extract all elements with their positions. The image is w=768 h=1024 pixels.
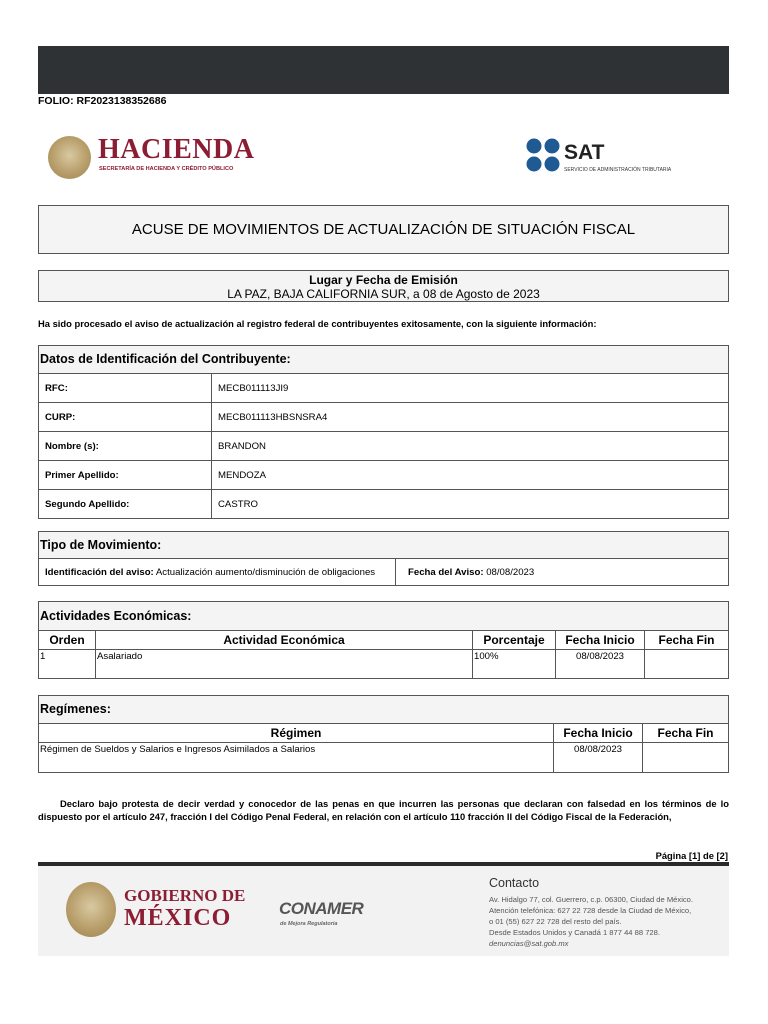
table-row [39,432,729,461]
contacto-line: o 01 (55) 627 22 728 del resto del país. [489,917,622,926]
sat-dots-icon [525,137,561,173]
fecha-inicio-value: 08/08/2023 [556,650,645,679]
col-fecha-fin: Fecha Fin [645,631,729,650]
sat-title: SAT [564,141,605,164]
col-reg-fecha-inicio: Fecha Inicio [554,724,643,743]
folio: FOLIO: RF2023138352686 [38,95,167,107]
rfc-value: MECB011113JI9 [212,374,729,403]
actividades-title: Actividades Económicas: [38,601,729,631]
col-porcentaje: Porcentaje [473,631,556,650]
contacto-email[interactable]: denuncias@sat.gob.mx [489,939,569,948]
hacienda-title: HACIENDA [98,134,255,165]
fecha-aviso-value: 08/08/2023 [486,566,535,578]
nombre-value: BRANDON [212,432,729,461]
table-header-row [39,724,729,743]
reg-fecha-inicio-value: 08/08/2023 [554,743,643,773]
intro-text: Ha sido procesado el aviso de actualización al registro federal de contribuyentes exitosamente, con la siguiente información: [38,318,597,329]
lugar-fecha-box [38,270,729,302]
gob-line1: GOBIERNO DE [124,886,246,905]
movimiento-id-cell [39,559,396,586]
fecha-aviso-label: Fecha del Aviso: [408,566,484,578]
contacto-title: Contacto [489,876,540,890]
col-orden: Orden [39,631,96,650]
table-row [39,403,729,432]
hacienda-logo [48,134,258,182]
sat-subtitle: SERVICIO DE ADMINISTRACIÓN TRIBUTARIA [564,167,672,173]
col-regimen: Régimen [39,724,554,743]
datos-table [38,373,729,519]
hacienda-subtitle: SECRETARÍA DE HACIENDA Y CRÉDITO PÚBLICO [99,166,234,172]
table-row [39,743,729,773]
movimiento-title: Tipo de Movimiento: [38,531,729,559]
regimenes-title: Regímenes: [38,695,729,724]
actividades-table [38,630,729,679]
table-row [39,461,729,490]
mexico-seal-icon [66,882,116,937]
movimiento-id-label: Identificación del aviso: [45,566,154,578]
actividad-value: Asalariado [96,650,473,679]
table-row [39,650,729,679]
fecha-aviso-cell [396,559,729,586]
page-number: Página [1] de [2] [655,850,728,861]
col-fecha-inicio: Fecha Inicio [556,631,645,650]
contacto-line: Atención telefónica: 627 22 728 desde la Ciudad de México, [489,906,692,915]
table-row [39,490,729,519]
fecha-fin-value [645,650,729,679]
curp-value: MECB011113HBSNSRA4 [212,403,729,432]
primer-apellido-label: Primer Apellido: [39,461,212,490]
segundo-apellido-value: CASTRO [212,490,729,519]
top-bar [38,46,729,94]
regimenes-table [38,723,729,773]
table-header-row [39,631,729,650]
col-actividad: Actividad Económica [96,631,473,650]
regimen-value: Régimen de Sueldos y Salarios e Ingresos Asimilados a Salarios [39,743,554,773]
gob-line2: MÉXICO [124,905,232,931]
rfc-label: RFC: [39,374,212,403]
col-reg-fecha-fin: Fecha Fin [643,724,729,743]
table-row [39,374,729,403]
reg-fecha-fin-value [643,743,729,773]
curp-label: CURP: [39,403,212,432]
segundo-apellido-label: Segundo Apellido: [39,490,212,519]
orden-value: 1 [39,650,96,679]
datos-title: Datos de Identificación del Contribuyente: [38,345,729,374]
movimiento-id-value: Actualización aumento/disminución de obligaciones [155,566,376,578]
nombre-label: Nombre (s): [39,432,212,461]
conamer-subtitle: de Mejora Regulatoria [280,921,338,927]
lugar-label: Lugar y Fecha de Emisión [309,273,458,287]
lugar-value: LA PAZ, BAJA CALIFORNIA SUR, a 08 de Agosto de 2023 [227,287,540,301]
document-title: ACUSE DE MOVIMIENTOS DE ACTUALIZACIÓN DE SITUACIÓN FISCAL [38,205,729,254]
movimiento-table [38,558,729,586]
contacto-line: Desde Estados Unidos y Canadá 1 877 44 88 728. [489,928,660,937]
primer-apellido-value: MENDOZA [212,461,729,490]
conamer-logo: CONAMER [279,899,364,918]
sat-logo [525,137,695,177]
table-row [39,559,729,586]
porcentaje-value: 100% [473,650,556,679]
mexico-seal-icon [48,136,91,179]
declaracion-text: Declaro bajo protesta de decir verdad y conocedor de las penas en que incurren las personas que declaran con falsedad en los términos de lo dispuesto por el artículo 247, fracción I del Código Penal Federal, en relación con el artículo 110 fracción II del Código Fiscal de la Federación, [38,798,729,822]
contacto-line: Av. Hidalgo 77, col. Guerrero, c.p. 06300, Ciudad de México. [489,895,694,904]
